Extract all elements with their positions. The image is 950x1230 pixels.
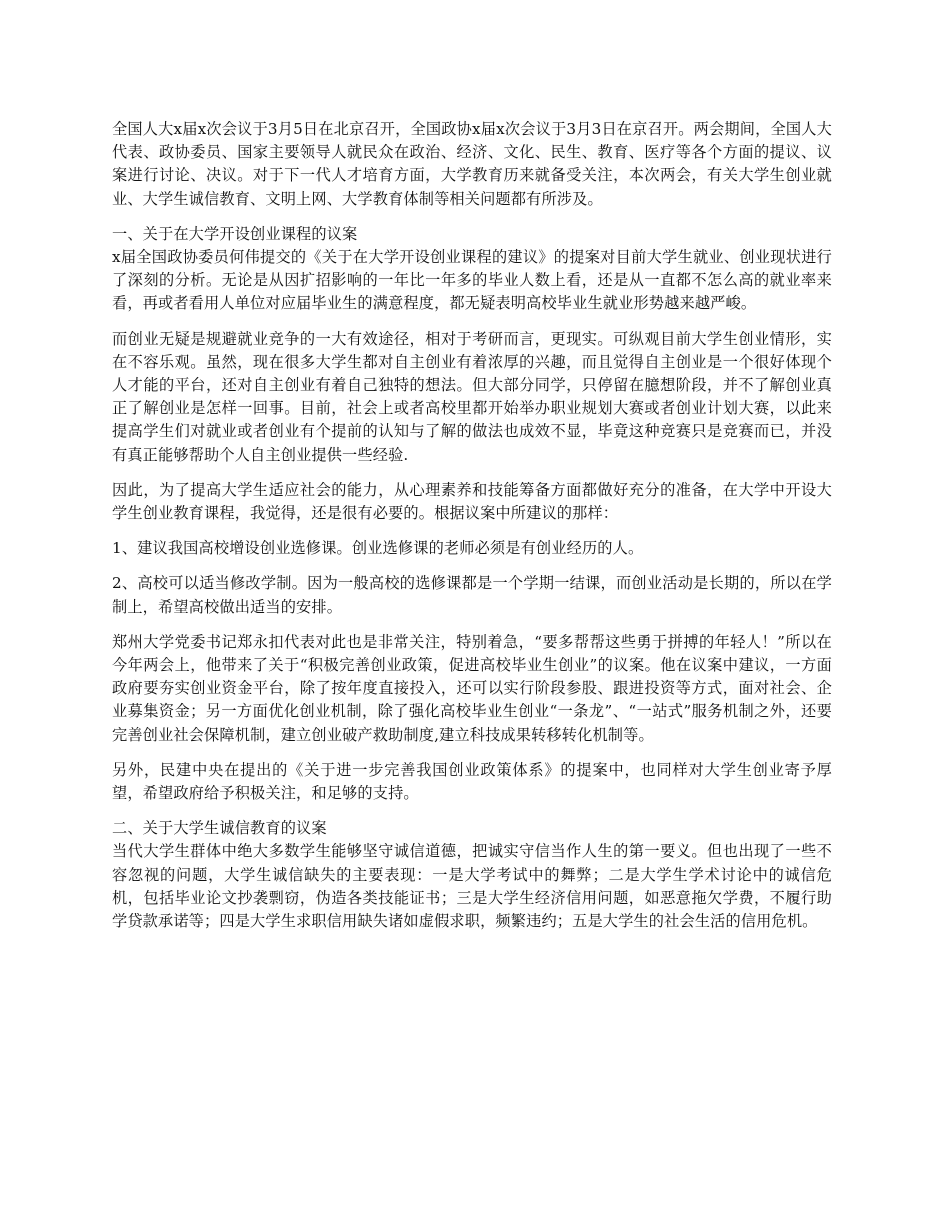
intro-paragraph: 全国人大x届x次会议于3月5日在北京召开，全国政协x届x次会议于3月3日在京召开。两会期间，全国人大代表、政协委员、国家主要领导人就民众在政治、经济、文化、民生、教育、医疗等各个方面的提议、议案进行讨论、决议。对于下一代人才培育方面，大学教育历来就备受关注，本次两会，有关大学生创业就业、大学生诚信教育、文明上网、大学教育体制等相关问题都有所涉及。: [112, 120, 832, 208]
section-heading-1: 一、关于在大学开设创业课程的议案: [112, 224, 358, 243]
paragraph: 郑州大学党委书记郑永扣代表对此也是非常关注，特别着急，“要多帮帮这些勇于拼搏的年轻人！”所以在今年两会上，他带来了关于“积极完善创业政策，促进高校毕业生创业”的议案。他在议案中建议，一方面政府要夯实创业资金平台，除了按年度直接投入，还可以实行阶段参股、跟进投资等方式，面对社会、企业募集资金；另一方面优化创业机制，除了强化高校毕业生创业“一条龙”、“一站式”服务机制之外，还要完善创业社会保障机制，建立创业破产救助制度,建立科技成果转移转化机制等。: [112, 632, 832, 744]
paragraph: x届全国政协委员何伟提交的《关于在大学开设创业课程的建议》的提案对目前大学生就业、创业现状进行了深刻的分析。无论是从因扩招影响的一年比一年多的毕业人数上看，还是从一直都不怎么高的就业率来看，再或者看用人单位对应届毕业生的满意程度，都无疑表明高校毕业生就业形势越来越严峻。: [112, 248, 832, 313]
paragraph: 因此，为了提高大学生适应社会的能力，从心理素养和技能筹备方面都做好充分的准备，在大学中开设大学生创业教育课程，我觉得，还是很有必要的。根据议案中所建议的那样：: [112, 480, 832, 523]
paragraph: 另外，民建中央在提出的《关于进一步完善我国创业政策体系》的提案中，也同样对大学生创业寄予厚望，希望政府给予积极关注，和足够的支持。: [112, 760, 832, 803]
list-item: 1、建议我国高校增设创业选修课。创业选修课的老师必须是有创业经历的人。: [112, 539, 644, 558]
paragraph: 而创业无疑是规避就业竞争的一大有效途径，相对于考研而言，更现实。可纵观目前大学生创业情形，实在不容乐观。虽然，现在很多大学生都对自主创业有着浓厚的兴趣，而且觉得自主创业是一个很好体现个人才能的平台，还对自主创业有着自己独特的想法。但大部分同学，只停留在臆想阶段，并不了解创业真正了解创业是怎样一回事。目前，社会上或者高校里都开始举办职业规划大赛或者创业计划大赛，以此来提高学生们对就业或者创业有个提前的认知与了解的做法也成效不显，毕竟这种竞赛只是竞赛而已，并没有真正能够帮助个人自主创业提供一些经验.: [112, 329, 832, 464]
document-body: [112, 118, 832, 933]
paragraph: 当代大学生群体中绝大多数学生能够坚守诚信道德，把诚实守信当作人生的第一要义。但也出现了一些不容忽视的问题，大学生诚信缺失的主要表现：一是大学考试中的舞弊；二是大学生学术讨论中的诚信危机，包括毕业论文抄袭剽窃，伪造各类技能证书；三是大学生经济信用问题，如恶意拖欠学费，不履行助学贷款承诺等；四是大学生求职信用缺失诸如虚假求职，频繁违约；五是大学生的社会生活的信用危机。: [112, 842, 832, 931]
section-heading-2: 二、关于大学生诚信教育的议案: [112, 819, 327, 838]
list-item: 2、高校可以适当修改学制。因为一般高校的选修课都是一个学期一结课，而创业活动是长期的，所以在学制上，希望高校做出适当的安排。: [112, 574, 832, 616]
